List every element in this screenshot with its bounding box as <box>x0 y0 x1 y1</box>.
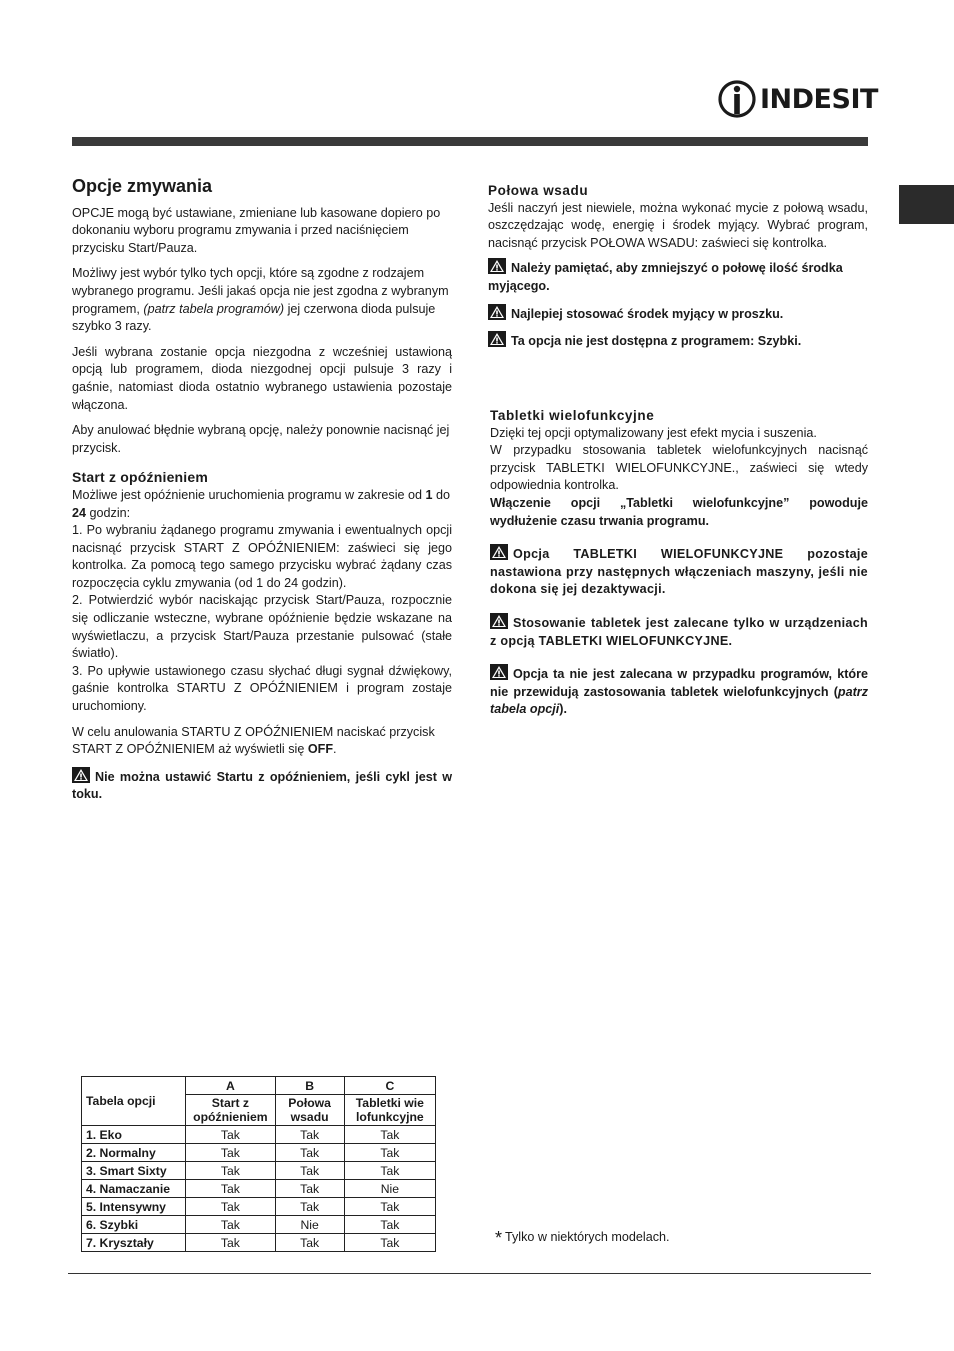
column-header: Start z opóźnieniem <box>186 1095 275 1126</box>
right-column <box>488 182 868 351</box>
delay-step-3: 3. Po upływie ustawionego czasu słychać długi sygnał dźwiękowy, gaśnie kontrolka STARTU Z OPÓŹNIENIEM i program zostaje uruchomiony. <box>72 663 452 714</box>
page-title: Opcje zmywania <box>72 176 213 196</box>
options-table <box>81 1076 436 1252</box>
table-cell: Tak <box>186 1180 275 1198</box>
half-load-warning-1: Należy pamiętać, aby zmniejszyć o połowę ilość środka myjącego. <box>488 258 868 295</box>
half-load-warning-3: Ta opcja nie jest dostępna z programem: Szybki. <box>488 331 868 351</box>
tablets-paragraph-3: Włączenie opcji „Tabletki wielofunkcyjne” powoduje wydłużenie czasu trwania programu. <box>490 495 868 528</box>
section-title-delay: Start z opóźnieniem <box>72 469 209 486</box>
footnote-star: * <box>495 1228 503 1248</box>
program-name: 3. Smart Sixty <box>82 1162 186 1180</box>
table-cell: Tak <box>275 1234 344 1252</box>
table-row <box>82 1144 436 1162</box>
column-letter: B <box>275 1077 344 1095</box>
table-cell: Tak <box>186 1234 275 1252</box>
tablets-warning-1: Opcja TABLETKI WIELOFUNKCYJNE pozostaje nastawiona przy następnych włączeniach maszyny, jeśli nie dokona się jej dezaktywacji. <box>490 544 868 599</box>
intro-paragraph-3: Jeśli wybrana zostanie opcja niezgodna z wcześniej ustawioną opcją lub programem, dioda niezgodnej opcji pulsuje 3 razy i gaśnie, natomiast dioda ostatnio wybranego ustawienia pozostaje włączona. <box>72 344 452 412</box>
table-cell: Tak <box>344 1126 435 1144</box>
table-cell: Tak <box>186 1198 275 1216</box>
program-name: 2. Normalny <box>82 1144 186 1162</box>
program-name: 7. Kryształy <box>82 1234 186 1252</box>
delay-warning: Nie można ustawić Startu z opóźnieniem, jeśli cykl jest w toku. <box>72 767 452 804</box>
footer-rule <box>68 1273 871 1274</box>
table-cell: Tak <box>344 1144 435 1162</box>
section-title-half-load: Połowa wsadu <box>488 183 589 198</box>
column-header: Połowa wsadu <box>275 1095 344 1126</box>
delay-cancel-paragraph: W celu anulowania STARTU Z OPÓŹNIENIEM naciskać przycisk START Z OPÓŹNIENIEM aż wyświetli się OFF. <box>72 724 435 757</box>
tablets-paragraph-1: Dzięki tej opcji optymalizowany jest efekt mycia i suszenia. <box>490 425 817 440</box>
warning-icon <box>488 331 506 347</box>
side-tab <box>899 185 954 224</box>
table-row <box>82 1126 436 1144</box>
delay-step-2: 2. Potwierdzić wybór naciskając przycisk Start/Pauza, rozpocznie się odliczanie wsteczne, wybrane opóźnienie będzie wskazane na wyświetlaczu, a przycisk Start/Pauza przestanie pulsować (stałe światło). <box>72 593 452 661</box>
half-load-paragraph: Jeśli naczyń jest niewiele, można wykonać mycie z połową wsadu, oszczędzając wodę, energię i środek myjący. Wybrać program, nacisnąć przycisk POŁOWA WSADU: zaświeci się kontrolka. <box>488 200 868 250</box>
table-cell: Tak <box>275 1180 344 1198</box>
program-name: 4. Namaczanie <box>82 1180 186 1198</box>
column-header: Tabletki wie lofunkcyjne <box>344 1095 435 1126</box>
program-name: 6. Szybki <box>82 1216 186 1234</box>
warning-icon <box>490 544 508 560</box>
table-cell: Nie <box>344 1180 435 1198</box>
intro-paragraph-2: Możliwy jest wybór tylko tych opcji, które są zgodne z rodzajem wybranego programu. Jeśli jakaś opcja nie jest zgodna z wybranym programem, (patrz tabela programów) jej czerwona dioda pulsuje szybko 3 razy. <box>72 266 449 334</box>
table-cell: Tak <box>275 1126 344 1144</box>
brand-logo <box>718 78 878 120</box>
half-load-warning-2: Najlepiej stosować środek myjący w proszku. <box>488 304 868 324</box>
table-cell: Tak <box>344 1234 435 1252</box>
table-cell: Tak <box>275 1144 344 1162</box>
warning-icon <box>488 258 506 274</box>
intro-paragraph-1: OPCJE mogą być ustawiane, zmieniane lub kasowane dopiero po dokonaniu wyboru programu zmywania i przed naciśnięciem przycisku Start/Pauza. <box>72 205 441 255</box>
delay-paragraph-1: Możliwe jest opóźnienie uruchomienia programu w zakresie od 1 do 24 godzin: <box>72 487 451 520</box>
section-title-tablets: Tabletki wielofunkcyjne <box>490 408 655 423</box>
column-letter: A <box>186 1077 275 1095</box>
indesit-i-icon <box>718 78 756 120</box>
tablets-warning-3: Opcja ta nie jest zalecana w przypadku programów, które nie przewidują zastosowania tabletek wielofunkcyjnych (patrz tabela opcji). <box>490 664 868 719</box>
table-cell: Tak <box>186 1144 275 1162</box>
table-cell: Tak <box>186 1216 275 1234</box>
warning-icon <box>488 304 506 320</box>
table-row <box>82 1234 436 1252</box>
table-cell: Tak <box>344 1198 435 1216</box>
intro-paragraph-4: Aby anulować błędnie wybraną opcję, należy ponownie nacisnąć jej przycisk. <box>72 423 450 455</box>
brand-wordmark: INDESIT <box>760 83 878 115</box>
right-column-tablets <box>490 407 868 719</box>
table-cell: Tak <box>344 1216 435 1234</box>
table-cell: Nie <box>275 1216 344 1234</box>
table-row <box>82 1162 436 1180</box>
table-row <box>82 1180 436 1198</box>
table-row <box>82 1216 436 1234</box>
header-bar <box>72 137 868 146</box>
left-column <box>72 178 452 804</box>
table-cell: Tak <box>275 1162 344 1180</box>
table-cell: Tak <box>186 1162 275 1180</box>
tablets-warning-2: Stosowanie tabletek jest zalecane tylko w urządzeniach z opcją TABLETKI WIELOFUNKCYJNE. <box>490 613 868 650</box>
footnote-text: Tylko w niektórych modelach. <box>505 1230 670 1244</box>
footnote <box>495 1228 670 1249</box>
table-cell: Tak <box>186 1126 275 1144</box>
delay-step-1: 1. Po wybraniu żądanego programu zmywania i ewentualnych opcji nacisnąć przycisk START Z OPÓŹNIENIEM: zaświeci się jego kontrolka. Za pomocą tego samego przycisku wybrać żądany czas rozpoczęcia cyklu zmywania (od 1 do 24 godzin). <box>72 523 452 590</box>
program-name: 5. Intensywny <box>82 1198 186 1216</box>
warning-icon <box>72 767 90 783</box>
column-letter: C <box>344 1077 435 1095</box>
program-name: 1. Eko <box>82 1126 186 1144</box>
table-row <box>82 1198 436 1216</box>
tablets-paragraph-2: W przypadku stosowania tabletek wielofunkcyjnych nacisnąć przycisk TABLETKI WIELOFUNKCYJNE., zaświeci się wtedy odpowiednia kontrolka. <box>490 443 868 493</box>
warning-icon <box>490 664 508 680</box>
table-cell: Tak <box>344 1162 435 1180</box>
table-cell: Tak <box>275 1198 344 1216</box>
warning-icon <box>490 613 508 629</box>
table-title: Tabela opcji <box>82 1077 186 1126</box>
